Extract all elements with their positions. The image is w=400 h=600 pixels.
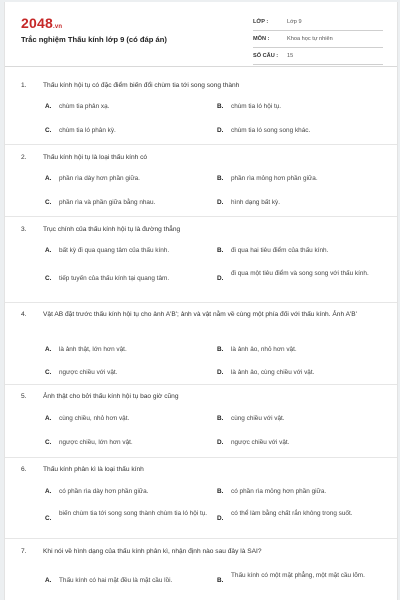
question-text: Thấu kính phân kì là loại thấu kính [43,466,144,473]
meta-label: MÔN : [253,36,270,42]
option-letter: A. [45,247,52,254]
option-letter: A. [45,488,52,495]
option-text: ngược chiều với vật. [231,439,290,446]
option-letter: D. [217,275,224,282]
option-letter: B. [217,175,224,182]
option-letter: C. [45,275,52,282]
question-stem [21,80,371,91]
option-letter: D. [217,127,224,134]
option-letter: A. [45,175,52,182]
meta-value: Lớp 9 [287,19,302,25]
page-title: Trắc nghiệm Thấu kính lớp 9 (có đáp án) [21,35,167,44]
option-text: Thấu kính có một mặt phẳng, một mặt cầu lõm. [231,572,365,579]
option-letter: C. [45,127,52,134]
divider [5,384,397,385]
option-letter: C. [45,369,52,376]
question-stem [21,464,371,475]
question-stem [21,546,371,557]
option-text: chùm tia ló hội tụ. [231,103,282,110]
question-number: 6. [21,466,27,473]
question-5 [5,391,397,463]
option-text: là ảnh ảo, cùng chiều với vật. [231,369,315,376]
option-text: ngược chiều, lớn hơn vật. [59,439,133,446]
option-text: đi qua hai tiêu điểm của thấu kính. [231,247,329,254]
divider [5,216,397,217]
option-letter: B. [217,577,224,584]
question-3 [5,224,397,302]
logo-tld: .vn [52,24,63,30]
meta-value: Khoa học tự nhiên [287,36,333,42]
question-2 [5,152,397,224]
question-text: Trục chính của thấu kính hội tụ là đường thẳng [43,226,181,233]
meta-row-subject [253,31,383,48]
divider [5,538,397,539]
option-text: là ảnh thật, lớn hơn vật. [59,346,127,353]
question-text: Thấu kính hội tụ là loại thấu kính có [43,154,148,161]
option-letter: B. [217,488,224,495]
option-text: Thấu kính có hai mặt đều là mặt cầu lồi. [59,577,173,584]
option-text: chùm tia ló phân kỳ. [59,127,116,134]
question-6 [5,464,397,544]
option-letter: C. [45,199,52,206]
site-logo[interactable] [21,15,62,31]
question-number: 5. [21,393,27,400]
option-text: bất kỳ đi qua quang tâm của thấu kính. [59,247,170,254]
meta-table [253,14,383,65]
option-letter: A. [45,346,52,353]
option-text: đi qua một tiêu điểm và song song với thấu kính. [231,270,369,277]
question-4 [5,309,397,391]
option-text: có thể làm bằng chất rắn không trong suốt. [231,510,353,517]
option-text: chùm tia phản xạ. [59,103,110,110]
question-text: Khi nói về hình dạng của thấu kính phân kì, nhận định nào sau đây là SAI? [43,548,262,555]
option-letter: B. [217,103,224,110]
option-text: có phần rìa mỏng hơn phần giữa. [231,488,327,495]
option-letter: C. [45,515,52,522]
question-number: 3. [21,226,27,233]
meta-value: 15 [287,53,294,59]
divider [5,144,397,145]
meta-row-count [253,48,383,65]
option-text: hình dạng bất kỳ. [231,199,281,206]
option-letter: D. [217,439,224,446]
question-text: Vật AB đặt trước thấu kính hội tụ cho ảnh A'B'; ảnh và vật nằm về cùng một phía đối với thấu kính. Ảnh A'B' [43,311,357,318]
option-letter: D. [217,199,224,206]
option-letter: D. [217,369,224,376]
document-header [5,2,397,67]
meta-label: LỚP : [253,19,269,25]
option-letter: A. [45,415,52,422]
option-text: có phần rìa dày hơn phần giữa. [59,488,149,495]
option-text: phần rìa và phần giữa bằng nhau. [59,199,156,206]
option-letter: A. [45,103,52,110]
option-text: ngược chiều với vật. [59,369,118,376]
option-text: phần rìa dày hơn phần giữa. [59,175,140,182]
option-text: biến chùm tia tới song song thành chùm tia ló hội tụ. [59,510,208,517]
option-letter: D. [217,515,224,522]
option-letter: A. [45,577,52,584]
option-letter: B. [217,247,224,254]
question-number: 2. [21,154,27,161]
meta-label: SỐ CÂU : [253,53,279,59]
option-text: là ảnh ảo, nhỏ hơn vật. [231,346,297,353]
option-text: chùm tia ló song song khác. [231,127,311,134]
question-stem [21,309,371,320]
document-page [4,2,398,600]
option-letter: C. [45,439,52,446]
question-number: 1. [21,82,27,89]
question-text: Thấu kính hội tụ có đặc điểm biến đổi chùm tia tới song song thành [43,82,240,89]
meta-row-class [253,14,383,31]
option-letter: B. [217,346,224,353]
logo-text: 2048 [21,15,53,31]
option-letter: B. [217,415,224,422]
question-number: 4. [21,311,27,318]
question-1 [5,80,397,152]
question-7 [5,546,397,600]
option-text: cùng chiều với vật. [231,415,285,422]
divider [5,302,397,303]
question-number: 7. [21,548,27,555]
question-stem [21,391,371,402]
question-stem [21,152,371,163]
option-text: tiếp tuyến của thấu kính tại quang tâm. [59,275,170,282]
option-text: cùng chiều, nhỏ hơn vật. [59,415,130,422]
divider [5,457,397,458]
question-stem [21,224,371,235]
question-text: Ảnh thật cho bởi thấu kính hội tụ bao giờ cũng [43,393,179,400]
option-text: phần rìa mỏng hơn phần giữa. [231,175,318,182]
